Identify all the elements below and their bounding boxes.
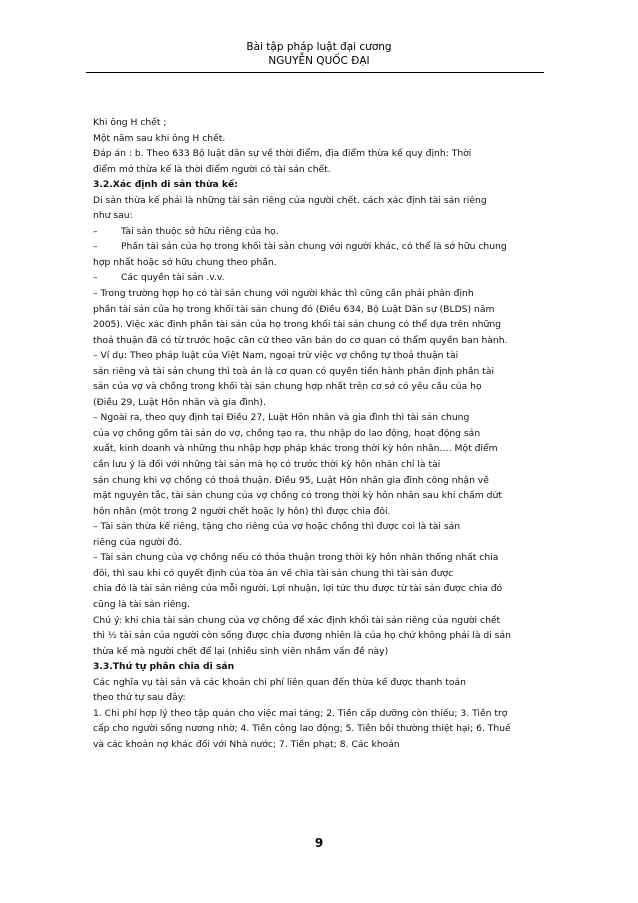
bullet-dash: – bbox=[93, 225, 98, 237]
list-item bbox=[93, 224, 543, 240]
document-body bbox=[93, 115, 543, 752]
text-line: Di sản thừa kế phải là những tài sản riêng của người chết. cách xác định tài sản riêng bbox=[93, 194, 487, 206]
text-line: Các nghĩa vụ tài sản và các khoản chi phí liên quan đến thừa kế được thanh toán bbox=[93, 676, 466, 688]
text-line: theo thứ tự sau đây: bbox=[93, 692, 186, 704]
bullet-dash: – bbox=[93, 272, 98, 284]
text-line: thì ½ tài sản của người còn sống được chia đương nhiên là của họ chứ không phải là di sản bbox=[93, 630, 511, 642]
text-line: (Điều 29, Luật Hôn nhân và gia đình). bbox=[93, 396, 266, 408]
page-header bbox=[0, 40, 638, 68]
text-line: – Tài sản thừa kế riêng, tặng cho riêng của vợ hoặc chồng thì được coi là tài sản bbox=[93, 521, 461, 533]
text-line: riêng của người đó. bbox=[93, 536, 182, 548]
list-item-text: Các quyền tài sản .v.v. bbox=[121, 272, 225, 284]
header-title: Bài tập pháp luật đại cương bbox=[246, 41, 392, 53]
text-line: chia đó là tài sản riêng của mỗi người. Lợi nhuận, lợi tức thu được từ tài sản được chia đó bbox=[93, 583, 503, 595]
list-item-text: Phần tài sản của họ trong khối tài sản chung với người khác, có thể là sở hữu chung bbox=[121, 241, 507, 253]
text-line: thừa kế mà người chết để lại (nhiều sinh viên nhầm vấn đề này) bbox=[93, 645, 389, 657]
text-line: 2005). Việc xác định phần tài sản của họ trong khối tài sản chung có thể dựa trên những bbox=[93, 319, 501, 331]
header-divider bbox=[86, 72, 544, 73]
text-line: xuất, kinh doanh và những thu nhập hợp pháp khác trong thời kỳ hôn nhân…. Một điểm bbox=[93, 443, 498, 455]
text-line: sản chung khi vợ chồng có thoả thuận. Điều 95, Luật Hôn nhân gia đình công nhận về bbox=[93, 474, 489, 486]
text-line: như sau: bbox=[93, 210, 133, 222]
text-line: cũng là tài sản riêng. bbox=[93, 598, 190, 610]
text-line: Chú ý: khi chia tài sản chung của vợ chồng để xác định khối tài sản riêng của người chết bbox=[93, 614, 501, 626]
text-line: Khi ông H chết ; bbox=[93, 117, 167, 128]
text-line: Một năm sau khi ông H chết. bbox=[93, 132, 226, 144]
text-line: Đáp án : b. Theo 633 Bộ luật dân sự về thời điểm, địa điểm thừa kế quy định: Thời bbox=[93, 148, 472, 160]
text-line: 1. Chi phí hợp lý theo tập quán cho việc mai táng; 2. Tiền cấp dưỡng còn thiếu; 3. Tiền trợ bbox=[93, 707, 508, 719]
list-item bbox=[93, 239, 543, 255]
header-author: NGUYỄN QUỐC ĐẠI bbox=[268, 55, 370, 67]
text-line: đôi, thì sau khi có quyết định của tòa án về chia tài sản chung thì tài sản được bbox=[93, 567, 454, 579]
text-line: sản của vợ và chồng trong khối tài sản chung hợp nhất trên cơ sở có yêu cầu của họ bbox=[93, 381, 482, 393]
section-heading: 3.3.Thứ tự phân chia di sản bbox=[93, 661, 235, 673]
section-heading: 3.2.Xác định di sản thừa kế: bbox=[93, 179, 238, 191]
list-item bbox=[93, 270, 543, 286]
text-line: điểm mở thừa kế là thời điểm người có tài sản chết. bbox=[93, 163, 331, 175]
text-line: cấp cho người sống nương nhờ; 4. Tiền công lao động; 5. Tiền bồi thường thiệt hại; 6. Thuế bbox=[93, 723, 511, 735]
text-line: – Ngoài ra, theo quy định tại Điều 27, Luật Hôn nhân và gia đình thì tài sản chung bbox=[93, 412, 470, 424]
text-line: mặt nguyên tắc, tài sản chung của vợ chồng có trong thời kỳ hôn nhân sau khi chấm dứt bbox=[93, 490, 502, 502]
list-item-text: Tài sản thuộc sở hữu riêng của họ. bbox=[121, 225, 279, 237]
text-line: cần lưu ý là đối với những tài sản mà họ có trước thời kỳ hôn nhân chỉ là tài bbox=[93, 459, 441, 471]
text-line: phần tài sản của họ trong khối tài sản chung đó (Điều 634, Bộ Luật Dân sự (BLDS) năm bbox=[93, 303, 495, 315]
text-line: – Ví dụ: Theo pháp luật của Việt Nam, ngoại trừ việc vợ chồng tự thoả thuận tài bbox=[93, 350, 459, 362]
text-line: hôn nhân (một trong 2 người chết hoặc ly hôn) thì được chia đôi. bbox=[93, 505, 391, 517]
text-line: hợp nhất hoặc sở hữu chung theo phần. bbox=[93, 256, 277, 268]
text-line: sản riêng và tài sản chung thì toà án là cơ quan có quyền tiến hành phân định phần tài bbox=[93, 365, 495, 377]
text-line: và các khoản nợ khác đối với Nhà nước; 7. Tiền phạt; 8. Các khoản bbox=[93, 738, 400, 750]
bullet-dash: – bbox=[93, 241, 98, 253]
text-line: của vợ chồng gồm tài sản do vợ, chồng tạo ra, thu nhập do lao động, hoạt động sản bbox=[93, 427, 481, 439]
text-line: – Trong trường hợp họ có tài sản chung với người khác thì cũng cần phải phân định bbox=[93, 288, 474, 300]
text-line: thoả thuận đã có từ trước hoặc căn cứ theo văn bản do cơ quan có thẩm quyền ban hành. bbox=[93, 334, 508, 346]
text-line: – Tài sản chung của vợ chồng nếu có thỏa thuận trong thời kỳ hôn nhân thống nhất chia bbox=[93, 552, 499, 564]
page-number: 9 bbox=[314, 836, 324, 850]
